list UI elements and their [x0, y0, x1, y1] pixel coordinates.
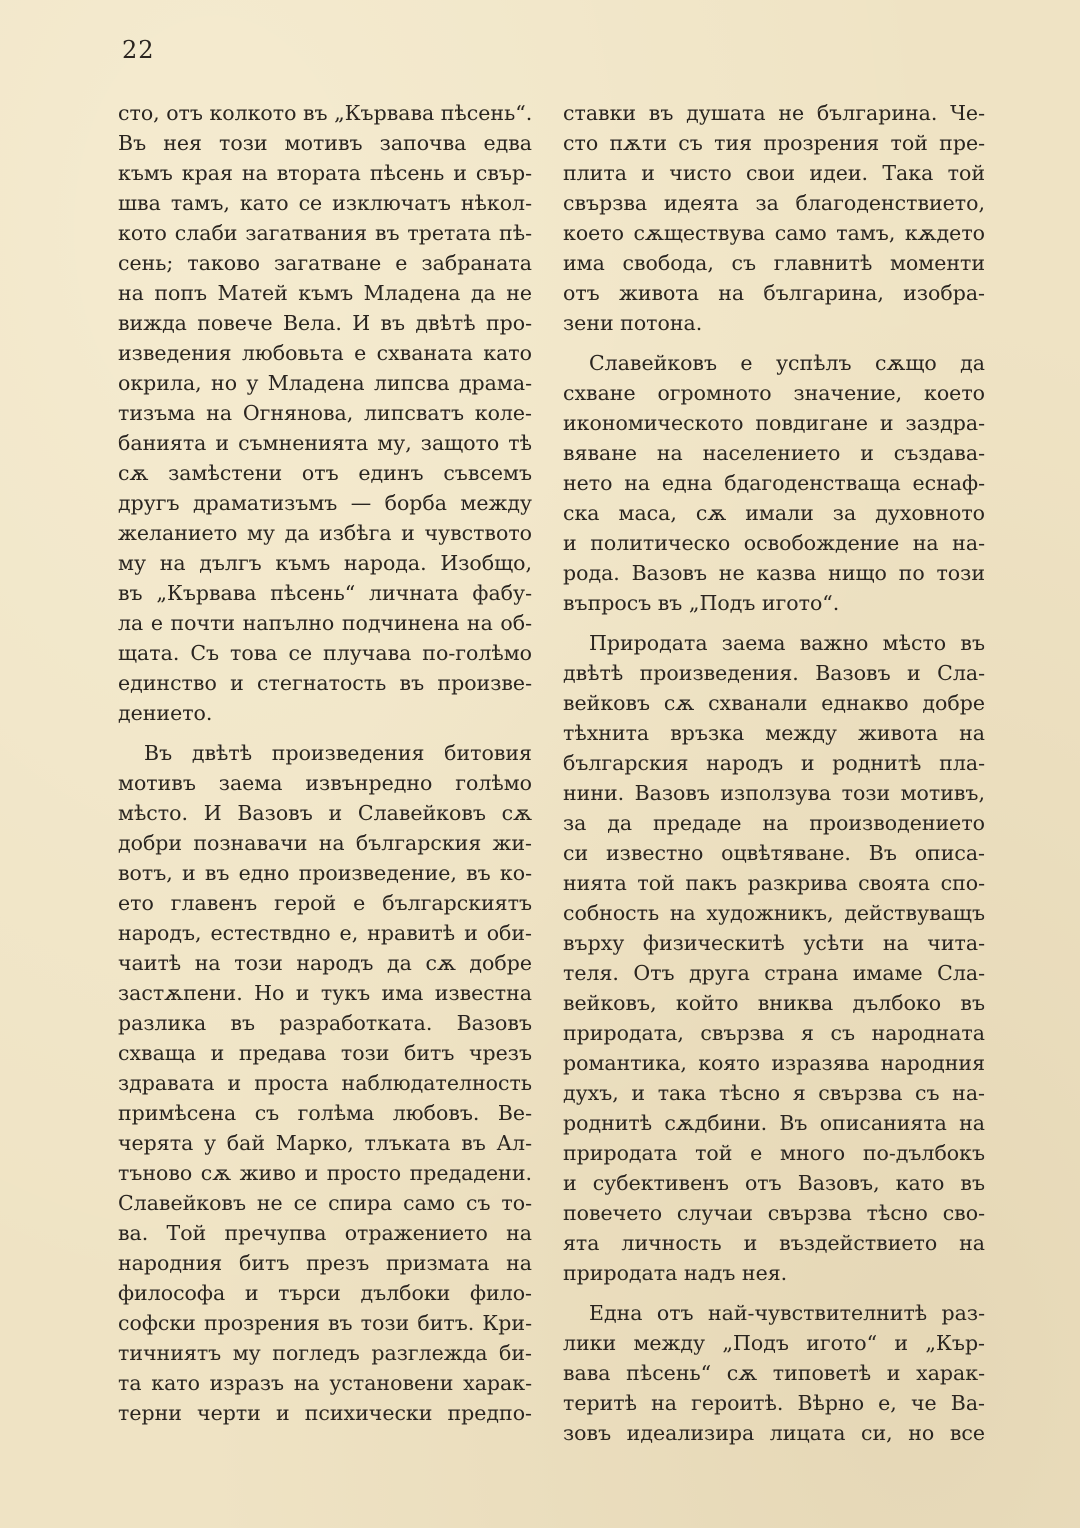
text-line: схваща и предава този битъ чрезъ	[118, 1041, 532, 1065]
text-line: вейковъ сѫ схванали еднакво добре	[563, 691, 985, 715]
text-line: Славейковъ е успѣлъ сѫщо да	[589, 351, 985, 375]
paragraph	[563, 1298, 985, 1448]
text-line: нини. Вазовъ използува този мотивъ,	[563, 781, 985, 805]
text-line: въ „Кървава пѣсень“ личната фабу-	[118, 581, 532, 605]
text-line: вижда повече Вела. И въ двѣтѣ про-	[118, 311, 532, 335]
text-line: чаитѣ на този народъ да сѫ добре	[118, 951, 532, 975]
text-line: икономическото повдигане и заздра-	[563, 411, 985, 435]
text-line: изведения любовьта е схваната като	[118, 341, 532, 365]
text-line: вотъ, и въ едно произведение, въ ко-	[118, 861, 532, 885]
text-line: здравата и проста наблюдателность	[118, 1071, 532, 1095]
text-line: сто, отъ колкото въ „Кървава пѣсень“.	[118, 101, 532, 125]
text-line: Природата заема важно мѣсто въ	[589, 631, 985, 655]
text-line: ла е почти напълно подчинена на об-	[118, 611, 532, 635]
text-line: терни черти и психически предпо-	[118, 1401, 532, 1425]
text-line: ва. Той пречупва отражението на	[118, 1221, 532, 1245]
text-line: окрила, но у Младена липсва драма-	[118, 371, 532, 395]
text-line: тизъма на Огнянова, липсватъ коле-	[118, 401, 532, 425]
text-line: кото слаби загатвания въ третата пѣ-	[118, 221, 532, 245]
text-line: което сѫществува само тамъ, кѫдето	[563, 221, 985, 245]
text-line: разлика въ разработката. Вазовъ	[118, 1011, 532, 1035]
text-line: народния битъ презъ призмата на	[118, 1251, 532, 1275]
text-line: сто пѫти съ тия прозрения той пре-	[563, 131, 985, 155]
paragraph-gap	[563, 618, 985, 628]
text-line: народъ, естествдно е, нравитѣ и оби-	[118, 921, 532, 945]
text-line: плита и чисто свои идеи. Така той	[563, 161, 985, 185]
text-line: черята у бай Марко, тлъката въ Ал-	[118, 1131, 532, 1155]
text-line: примѣсена съ голѣма любовъ. Ве-	[118, 1101, 532, 1125]
text-line: и субективенъ отъ Вазовъ, като въ	[563, 1171, 985, 1195]
text-line: застѫпени. Но и тукъ има известна	[118, 981, 532, 1005]
text-line: природата той е много по-дълбокъ	[563, 1141, 985, 1165]
text-line: духъ, и така тѣсно я свързва съ на-	[563, 1081, 985, 1105]
text-line: нето на една бдагоденстваща еснаф-	[563, 471, 985, 495]
text-line: на попъ Матей къмъ Младена да не	[118, 281, 532, 305]
paragraph	[563, 348, 985, 618]
text-line: му на дългъ къмъ народа. Изобщо,	[118, 551, 532, 575]
text-line: повечето случаи свързва тѣсно сво-	[563, 1201, 985, 1225]
text-line: вейковъ, който вниква дълбоко въ	[563, 991, 985, 1015]
text-line: банията и съмненията му, защото тѣ	[118, 431, 532, 455]
paragraph-gap	[118, 728, 532, 738]
text-line: зовъ идеализира лицата си, но все	[563, 1421, 985, 1445]
text-line: философа и търси дълбоки фило-	[118, 1281, 532, 1305]
text-line: шва тамъ, като се изключатъ нѣкол-	[118, 191, 532, 215]
text-line: лики между „Подъ игото“ и „Кър-	[563, 1331, 985, 1355]
text-line: романтика, която изразява народния	[563, 1051, 985, 1075]
text-line: собность на художникъ, действуващъ	[563, 901, 985, 925]
text-line: си известно оцвѣтяване. Въ описа-	[563, 841, 985, 865]
text-line: теля. Отъ друга страна имаме Сла-	[563, 961, 985, 985]
text-line: двѣтѣ произведения. Вазовъ и Сла-	[563, 661, 985, 685]
text-line: щата. Съ това се плучава по-голѣмо	[118, 641, 532, 665]
text-line: българския народъ и роднитѣ пла-	[563, 751, 985, 775]
text-line: върху физическитѣ усѣти на чита-	[563, 931, 985, 955]
text-line: къмъ края на втората пѣсень и свър-	[118, 161, 532, 185]
text-line: Въ двѣтѣ произведения битовия	[144, 741, 532, 765]
text-line: желанието му да избѣга и чувството	[118, 521, 532, 545]
paragraph	[118, 738, 532, 1428]
text-line: и политическо освобождение на на-	[563, 531, 985, 555]
paragraph-gap	[563, 338, 985, 348]
text-line: та като изразъ на установени харак-	[118, 1371, 532, 1395]
text-line: сѫ замѣстени отъ единъ съвсемъ	[118, 461, 532, 485]
text-line: ставки въ душата не българина. Че-	[563, 101, 985, 125]
text-line: свързва идеята за благоденствието,	[563, 191, 985, 215]
paragraph	[563, 628, 985, 1288]
text-line: вяване на населението и създава-	[563, 441, 985, 465]
left-column	[118, 98, 532, 1428]
text-line: мотивъ заема извънредно голѣмо	[118, 771, 532, 795]
text-line: въпросъ въ „Подъ игото“.	[563, 591, 840, 615]
text-line: Славейковъ не се спира само съ то-	[118, 1191, 532, 1215]
text-line: тичниятъ му погледъ разглежда би-	[118, 1341, 532, 1365]
text-line: мѣсто. И Вазовъ и Славейковъ сѫ	[118, 801, 532, 825]
text-line: рода. Вазовъ не казва нищо по този	[563, 561, 985, 585]
paragraph-gap	[563, 1288, 985, 1298]
text-line: ето главенъ герой е българскиятъ	[118, 891, 532, 915]
text-line: нията той пакъ разкрива своята спо-	[563, 871, 985, 895]
text-line: зени потона.	[563, 311, 703, 335]
right-column	[563, 98, 985, 1448]
text-line: има свобода, съ главнитѣ моменти	[563, 251, 985, 275]
text-line: природата надъ нея.	[563, 1261, 788, 1285]
text-line: Въ нея този мотивъ започва едва	[118, 131, 532, 155]
text-line: схване огромното значение, което	[563, 381, 985, 405]
text-line: за да предаде на производението	[563, 811, 985, 835]
text-line: тъново сѫ живо и просто предадени.	[118, 1161, 532, 1185]
paragraph	[563, 98, 985, 338]
text-line: ята личность и въздействието на	[563, 1231, 985, 1255]
page-number: 22	[122, 36, 155, 64]
text-line: софски прозрения въ този битъ. Кри-	[118, 1311, 532, 1335]
text-line: природата, свързва я съ народната	[563, 1021, 985, 1045]
text-line: Една отъ най-чувствителнитѣ раз-	[589, 1301, 985, 1325]
text-line: сень; таково загатване е забраната	[118, 251, 532, 275]
text-line: тѣхнита връзка между живота на	[563, 721, 985, 745]
text-line: роднитѣ сѫдбини. Въ описанията на	[563, 1111, 985, 1135]
text-line: другъ драматизъмъ — борба между	[118, 491, 532, 515]
text-line: добри познавачи на българския жи-	[118, 831, 532, 855]
text-line: единство и стегнатость въ произве-	[118, 671, 532, 695]
text-line: ска маса, сѫ имали за духовното	[563, 501, 985, 525]
paragraph	[118, 98, 532, 728]
text-line: дението.	[118, 701, 213, 725]
text-line: отъ живота на българина, изобра-	[563, 281, 985, 305]
text-line: теритѣ на героитѣ. Вѣрно е, че Ва-	[563, 1391, 985, 1415]
text-line: вава пѣсень“ сѫ типоветѣ и харак-	[563, 1361, 985, 1385]
